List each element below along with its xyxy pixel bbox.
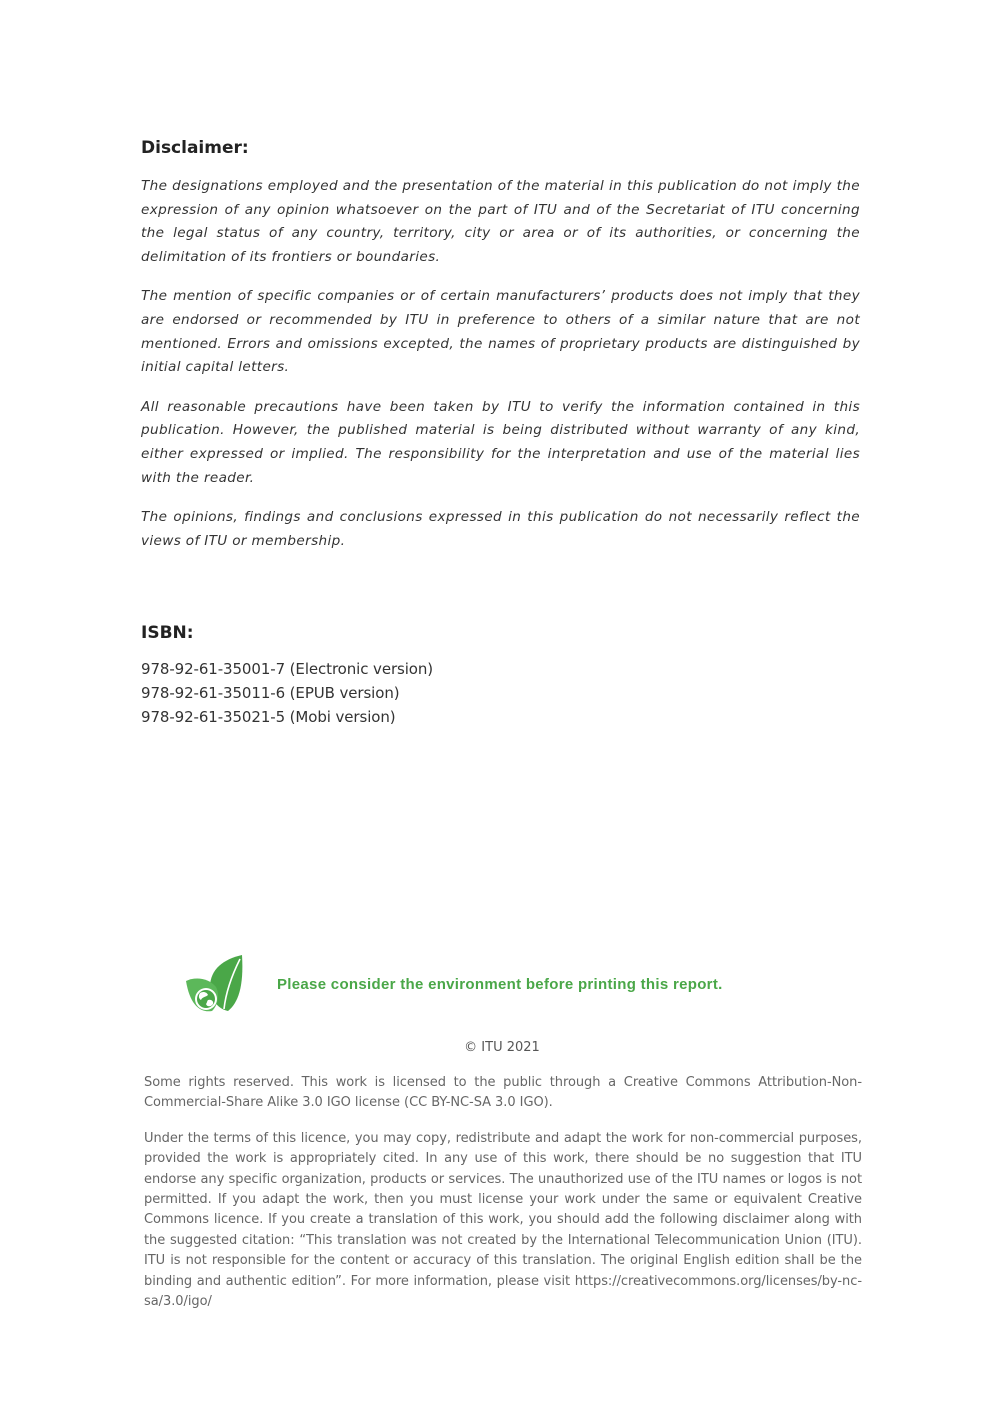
isbn-section	[141, 623, 641, 729]
disclaimer-paragraph: The designations employed and the presentation of the material in this publication do not imply the expression of any opinion whatsoever on the part of ITU and of the Secretariat of ITU concerning the legal status of any country, territory, city or area or of its authorities, or concerning the delimitation of its frontiers or boundaries.	[141, 178, 860, 265]
disclaimer-paragraph: All reasonable precautions have been taken by ITU to verify the information contained in this publication. However, the published material is being distributed without warranty of any kind, either expressed or implied. The responsibility for the interpretation and use of the material lies with the reader.	[141, 398, 860, 486]
disclaimer-paragraph: The mention of specific companies or of certain manufacturers’ products does not imply that they are endorsed or recommended by ITU in preference to others of a similar nature that are not mentioned. Errors and omissions excepted, the names of proprietary products are distinguished by initial capital letters.	[141, 288, 860, 376]
isbn-mobi: 978-92-61-35021-5 (Mobi version)	[141, 708, 396, 726]
isbn-heading: ISBN:	[141, 623, 194, 643]
license-paragraph: Some rights reserved. This work is licensed to the public through a Creative Commons Attribution-Non-Commercial-Share Alike 3.0 IGO license (CC BY-NC-SA 3.0 IGO).	[144, 1075, 862, 1111]
license-section	[144, 1073, 862, 1327]
disclaimer-section	[141, 138, 860, 569]
leaf-globe-icon	[184, 953, 246, 1015]
isbn-electronic: 978-92-61-35001-7 (Electronic version)	[141, 660, 434, 678]
license-paragraph: Under the terms of this licence, you may copy, redistribute and adapt the work for non-commercial purposes, provided the work is appropriately cited. In any use of this work, there should be no suggestion that ITU endorse any specific organization, products or services. The unauthorized use of the ITU names or logos is not permitted. If you adapt the work, then you must license your work under the same or equivalent Creative Commons licence. If you create a translation of this work, you should add the following disclaimer along with the suggested citation: “This translation was not created by the International Telecommunication Union (ITU). ITU is not responsible for the content or accuracy of this translation. The original English edition shall be the binding and authentic edition”. For more information, please visit https://creativecommons.org/licenses/by-nc-sa/3.0/igo/	[144, 1130, 862, 1310]
disclaimer-heading: Disclaimer:	[141, 138, 249, 158]
isbn-epub: 978-92-61-35011-6 (EPUB version)	[141, 684, 400, 702]
environment-notice	[184, 953, 824, 1017]
copyright: © ITU 2021	[464, 1040, 540, 1055]
disclaimer-paragraph: The opinions, findings and conclusions expressed in this publication do not necessarily reflect the views of ITU or membership.	[141, 509, 860, 549]
environment-notice-text: Please consider the environment before printing this report.	[277, 976, 723, 993]
